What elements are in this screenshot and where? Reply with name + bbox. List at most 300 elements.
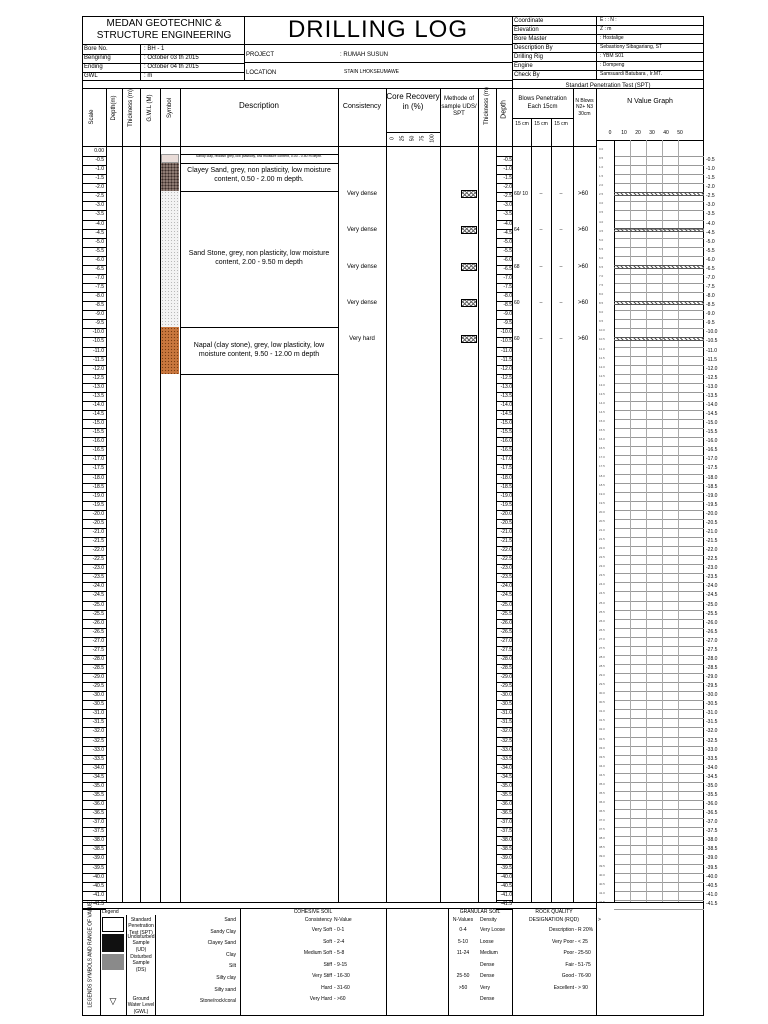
rig-info-label: Check By [514,72,540,78]
graph-row-line [614,564,704,565]
graph-depth-tick: -40.0 [706,873,718,880]
depth2-tick: -38.5 [500,846,512,853]
legend-title: Legend [102,909,119,915]
depth2-tick: -36.0 [500,801,512,808]
depth-tick: -8.5 [95,302,104,309]
cohesive-n-value: - >60 [334,996,346,1002]
graph-depth-tick: -33.0 [706,746,718,753]
graph-row-label: 2.5 [599,192,604,197]
graph-row-label: 12.0 [599,364,605,369]
graph-depth-tick: -14.5 [706,411,718,418]
graph-row-label: 28.0 [599,654,605,659]
graph-row-line [614,800,704,801]
depth-tick: -27.0 [92,637,104,644]
rig-info-label: Bore Master [514,36,547,42]
spt-blow-2: _ [539,297,543,304]
graph-row-line [614,691,704,692]
depth2-tick: -35.5 [500,791,512,798]
spt-blow-1: 60/ 10 [514,191,528,197]
graph-row-label: 35.5 [599,790,605,795]
graph-row-label: 0.0 [599,147,604,151]
depth-tick: -24.5 [92,592,104,599]
layer-1-description: Sandy clay, reddish grey, low plasticity, low moisture content, 0.00 - 0.50 m depth. [195,154,323,158]
depth2-tick: -15.0 [500,420,512,427]
graph-depth-tick: -22.0 [706,547,718,554]
depth-tick: -31.0 [92,710,104,717]
graph-row-label: 0.5 [599,156,604,161]
granular-n-value: 25-50 [456,973,470,979]
depth2-tick: -30.0 [500,692,512,699]
depth2-tick: -3.5 [503,211,512,218]
depth-tick: -13.5 [92,392,104,399]
rig-info-value: Samsuardi Batubara , Ir.MT. [600,71,662,77]
depth-tick: -34.0 [92,764,104,771]
graph-tick: 20 [635,130,641,136]
graph-row-label: 25.0 [599,600,605,605]
spt-n-bar [614,301,704,305]
graph-depth-tick: -24.5 [706,592,718,599]
col-thickness: Thickness (m) [128,89,134,127]
depth-tick: -28.5 [92,664,104,671]
depth2-tick: -1.0 [503,166,512,173]
graph-row-line [614,365,704,366]
graph-depth-tick: -37.0 [706,819,718,826]
graph-row-line [614,836,704,837]
spt-n-bar [614,192,704,196]
depth2-tick: -32.0 [500,728,512,735]
spt-n-value: >60 [578,227,589,234]
cohesive-n-value: - 5-8 [334,950,345,956]
graph-row-line [614,510,704,511]
rig-info-value: : Dompeng [600,62,625,68]
depth2-tick: -9.5 [503,320,512,327]
depth-tick: -18.5 [92,483,104,490]
graph-row-label: 31.0 [599,709,605,714]
graph-row-label: 27.0 [599,636,605,641]
legend-item: Disturbed Sample (DS) [130,954,152,973]
depth-tick: -20.5 [92,519,104,526]
graph-row-line [614,827,704,828]
granular-n-value: 0-4 [459,927,467,933]
spt-sample-symbol [461,299,477,307]
depth2-tick: -33.5 [500,755,512,762]
graph-row-line [614,873,704,874]
rig-info-label: Coordinate [514,18,544,24]
depth-tick: -41.0 [92,891,104,898]
depth-tick: -7.5 [95,284,104,291]
granular-density: Dense [480,973,495,979]
depth-tick: -22.5 [92,556,104,563]
granular-n-value: 11-24 [456,950,470,956]
graph-depth-tick: -3.0 [706,202,715,209]
cohesive-consistency: Very Stiff [312,973,332,979]
depth2-tick: -36.5 [500,810,512,817]
graph-row-line [614,528,704,529]
graph-row-line [614,483,704,484]
spt-n-bar [614,265,704,269]
graph-row-line [614,818,704,819]
rock-description: Description [548,927,574,933]
rock-title: ROCK QUALITY [535,909,573,915]
spt-blow-1: 60 [514,336,520,343]
cohesive-n-value: - 16-30 [334,973,350,979]
depth2-tick: -37.0 [500,819,512,826]
graph-row-line [614,764,704,765]
graph-row-label: 16.0 [599,437,605,442]
depth-tick: -16.5 [92,447,104,454]
graph-axis [614,140,615,902]
graph-depth-tick: -38.5 [706,846,718,853]
graph-grid-line [678,140,679,902]
depth2-tick: -26.0 [500,619,512,626]
company-name-line2: STRUCTURE ENGINEERING [96,30,232,41]
depth2-tick: -1.5 [503,175,512,182]
rock-rqd: - < 25 [575,938,588,945]
depth-tick: -10.5 [92,338,104,345]
graph-row-label: 29.0 [599,673,605,678]
depth-tick: -18.0 [92,474,104,481]
graph-tick: 30 [649,130,655,136]
graph-depth-tick: -17.5 [706,465,718,472]
graph-row-label: 23.5 [599,573,605,578]
graph-row-label: 16.5 [599,446,605,451]
graph-row-label: 20.0 [599,509,605,514]
depth2-tick: -39.5 [500,864,512,871]
depth-tick: -33.5 [92,755,104,762]
graph-row-label: 13.0 [599,382,605,387]
depth-tick: -9.5 [95,320,104,327]
graph-tick: 40 [663,130,669,136]
spt-sample-symbol [461,226,477,234]
info-value: : m [144,73,153,79]
graph-depth-tick: -6.5 [706,265,715,272]
rig-info-label: Elevation [514,27,539,33]
col-gwl: G.W.L (M) [147,94,153,122]
depth2-tick: -5.0 [503,238,512,245]
depth2-tick: -29.5 [500,683,512,690]
depth2-tick: -41.0 [500,891,512,898]
depth2-tick: -21.5 [500,538,512,544]
graph-row-line [614,374,704,375]
symbol-clayey-sand [161,163,179,191]
graph-depth-tick: -8.5 [706,302,715,309]
depth2-tick: -20.0 [500,510,512,517]
graph-row-line [614,682,704,683]
graph-row-line [614,746,704,747]
graph-row-line [614,845,704,846]
graph-row-label: 24.0 [599,582,605,587]
graph-row-line [614,428,704,429]
graph-depth-tick: -14.0 [706,401,718,408]
cohesive-title: COHESIVE SOIL [293,909,333,915]
depth2-tick: -14.0 [500,401,512,408]
graph-depth-tick: -34.0 [706,764,718,771]
graph-row-label: 41.0 [599,890,605,895]
depth2-tick: -23.5 [500,574,512,581]
depth2-tick: -14.5 [500,411,512,418]
depth-tick: -23.0 [92,565,104,572]
graph-row-label: 23.0 [599,564,605,569]
graph-row-label: 30.5 [599,700,605,705]
depth-tick: -17.0 [92,456,104,463]
rock-description: Very Poor [552,938,574,945]
legend-soil: Sandy Clay [210,928,236,935]
graph-row-line [614,646,704,647]
graph-row-label: 22.5 [599,555,605,560]
depth2-tick: -6.0 [503,256,512,263]
graph-row-label: 37.5 [599,827,605,832]
graph-depth-tick: -19.5 [706,501,718,508]
layer-3-description: Sand Stone, grey, non plasticity, low moisture content, 2.00 - 9.50 m depth [188,250,330,266]
depth2-tick: -5.5 [503,247,512,254]
spt-consistency: Very dense [346,227,378,234]
graph-row-line [614,610,704,611]
graph-row-label: 39.5 [599,863,605,868]
depth2-tick: -24.5 [500,592,512,599]
graph-row-label: 36.5 [599,809,605,814]
graph-depth-tick: -28.0 [706,655,718,662]
graph-row-label: 38.5 [599,845,605,850]
depth2-tick: -13.0 [500,383,512,390]
depth-tick: -26.5 [92,628,104,635]
graph-row-line [614,737,704,738]
rock-description: Good [561,973,574,979]
graph-depth-tick: -16.5 [706,447,718,454]
graph-row-label: 33.5 [599,754,605,759]
depth-tick: -4.5 [95,229,104,236]
depth-tick: -17.5 [92,465,104,472]
graph-depth-tick: -5.5 [706,247,715,254]
graph-row-label: 13.5 [599,391,605,396]
graph-depth-tick: -27.0 [706,637,718,644]
depth2-tick: -30.5 [500,701,512,708]
graph-row-line [614,310,704,311]
graph-row-line [614,664,704,665]
graph-row-line [614,319,704,320]
graph-depth-tick: -12.0 [706,365,718,372]
graph-row-label: 6.5 [599,264,604,269]
graph-row-line [614,392,704,393]
cohesive-n-value: - 9-15 [334,961,348,968]
depth2-tick: -0.5 [503,157,512,164]
graph-row-label: 17.0 [599,455,605,460]
graph-depth-tick: -37.5 [706,828,718,835]
graph-depth-tick: -33.5 [706,755,718,762]
spt-blow-3: _ [559,261,563,268]
graph-row-label: 12.5 [599,373,605,378]
legend-item: Undisturbed Sample (UD) [127,934,155,953]
graph-depth-tick: -27.5 [706,646,718,653]
depth-tick: -36.5 [92,810,104,817]
graph-depth-tick: -32.0 [706,728,718,735]
graph-row-label: 34.0 [599,763,605,768]
graph-depth-tick: -10.0 [706,329,718,336]
col-depth: Depth(m) [111,95,117,121]
col-thickness-2: Thickness (m) [484,87,490,125]
legend-soil: Silty clay [216,975,236,981]
graph-depth-tick: -35.5 [706,791,718,798]
spt-blow-2: _ [539,189,543,195]
depth-tick: -28.0 [92,655,104,662]
cm-header: 15 cm [515,121,529,127]
graph-row-line [614,256,704,257]
graph-depth-tick: -5.0 [706,238,715,245]
legend-soil: Silt [229,963,236,970]
spt-blow-3: _ [559,297,563,304]
cohesive-consistency: Very Soft [311,927,332,933]
graph-row-line [614,464,704,465]
graph-row-label: 27.5 [599,645,605,650]
graph-depth-tick: -31.0 [706,710,718,717]
depth-tick: -30.0 [92,692,104,699]
graph-depth-tick: -13.0 [706,383,718,390]
graph-depth-tick: -32.5 [706,737,718,744]
legend-item: Ground Water Level (GWL) [127,996,155,1015]
graph-row-line [614,700,704,701]
graph-depth-tick: -12.5 [706,374,718,381]
depth-tick: -15.5 [92,429,104,436]
spt-sample-symbol [461,335,477,343]
depth2-tick: -16.5 [500,447,512,454]
graph-row-label: 30.0 [599,691,605,696]
graph-depth-tick: -23.0 [706,565,718,572]
graph-depth-tick: -21.5 [706,538,718,544]
graph-row-label: 41.5 [599,899,605,904]
graph-row-line [614,356,704,357]
depth-tick: -29.5 [92,683,104,690]
spt-n-bar [614,228,704,232]
depth-tick: -38.5 [92,846,104,853]
graph-row-line [614,446,704,447]
graph-depth-tick: -26.5 [706,628,718,635]
depth2-tick: -21.0 [500,528,512,535]
depth-tick: -41.5 [92,900,104,907]
cohesive-n-value: - 0-1 [334,927,345,933]
graph-row-line [614,864,704,865]
graph-row-line [614,573,704,574]
graph-row-label: 35.0 [599,781,605,786]
granular-density: Medium [480,950,498,956]
spt-consistency: Very dense [346,191,378,197]
core-tick: 75 [419,135,426,142]
graph-row-label: 18.5 [599,482,605,487]
graph-row-line [614,591,704,592]
graph-row-label: 5.0 [599,237,604,242]
graph-depth-tick: -20.0 [706,510,718,517]
graph-row-line [614,347,704,348]
graph-depth-tick: -38.0 [706,837,718,844]
depth2-tick: -33.0 [500,746,512,753]
graph-grid-line [646,140,647,902]
graph-row-line [614,782,704,783]
rock-rqd: - 25-50 [575,950,591,956]
graph-row-line [614,546,704,547]
graph-row-label: 8.0 [599,292,604,297]
depth-tick: -6.5 [95,265,104,272]
graph-depth-tick: -25.5 [706,610,718,617]
depth2-tick: -15.5 [500,429,512,436]
depth-tick: -13.0 [92,383,104,390]
graph-row-line [614,201,704,202]
rig-info-value: : YBM S01 [600,53,624,59]
depth2-tick: -22.5 [500,556,512,563]
spt-blow-3: _ [559,334,563,341]
rock-description: Poor [563,950,574,956]
graph-row-label: 37.0 [599,818,605,823]
graph-grid-line [662,140,663,902]
graph-depth-tick: -11.0 [706,347,718,354]
depth-tick: -30.5 [92,701,104,708]
col-symbol: Symbol [167,98,173,119]
rig-info-label: Engine [514,63,533,69]
graph-row-line [614,401,704,402]
legend-soil: Silty sand [214,986,236,993]
col-description: Description [238,101,279,110]
depth-tick: -12.5 [92,374,104,381]
legend-side-label: LEGENDS SYMBOLS AND RANGE OF VALUE [87,901,94,1008]
graph-row-line [614,809,704,810]
location-label: LOCATION [246,70,277,76]
cohesive-consistency: Hard [321,984,332,991]
rock-rqd: - R 20% [575,927,594,933]
graph-depth-tick: -2.5 [706,193,715,200]
granular-head: N-Values [452,917,474,923]
location-value: STAIN LHOKSEUMAWE [344,69,400,75]
graph-depth-tick: -39.0 [706,855,718,862]
graph-row-line [614,165,704,166]
cohesive-consistency: Medium Soft [303,950,332,956]
depth2-tick: -37.5 [500,828,512,835]
layer-4-description: Napal (clay stone), grey, low plasticity, low moisture content, 9.50 - 12.00 m depth [193,342,325,358]
rock-head: DESIGNATION (RQD) [529,917,579,923]
spt-blow-2: _ [539,334,543,341]
depth2-tick: -31.5 [500,719,512,726]
depth-tick: -34.5 [92,773,104,780]
depth2-tick: -6.5 [503,265,512,272]
depth2-tick: -22.0 [500,547,512,554]
depth2-tick: -27.5 [500,646,512,653]
depth2-tick: -10.5 [500,338,512,345]
graph-row-line [614,791,704,792]
depth2-tick: -16.0 [500,438,512,445]
cohesive-n-value: - 2-4 [334,938,345,945]
graph-depth-tick: -34.5 [706,773,718,780]
ud-legend-symbol [102,934,124,952]
graph-row-line [614,283,704,284]
depth-tick: -0.5 [95,157,104,164]
col-core-recovery: Core Recovery in (%) [386,92,440,111]
graph-depth-tick: -4.5 [706,229,715,236]
graph-row-line [614,727,704,728]
depth-tick: -37.0 [92,819,104,826]
spt-n-value: >60 [578,336,589,343]
depth-tick: -35.0 [92,782,104,789]
col-consistency: Consistency [342,103,382,110]
graph-row-line [614,274,704,275]
spt-blow-3: _ [559,189,563,195]
depth-tick: -11.5 [92,356,104,363]
core-tick: 25 [399,135,406,142]
graph-depth-tick: -26.0 [706,619,718,626]
graph-row-label: 40.5 [599,881,605,886]
depth-tick: -8.0 [95,293,104,300]
depth-tick: -9.0 [95,311,104,318]
graph-row-line [614,328,704,329]
graph-tick: 0 [608,130,612,136]
cm-header: 15 cm [554,121,568,127]
spt-n-bar [614,337,704,341]
depth-tick: -36.0 [92,801,104,808]
